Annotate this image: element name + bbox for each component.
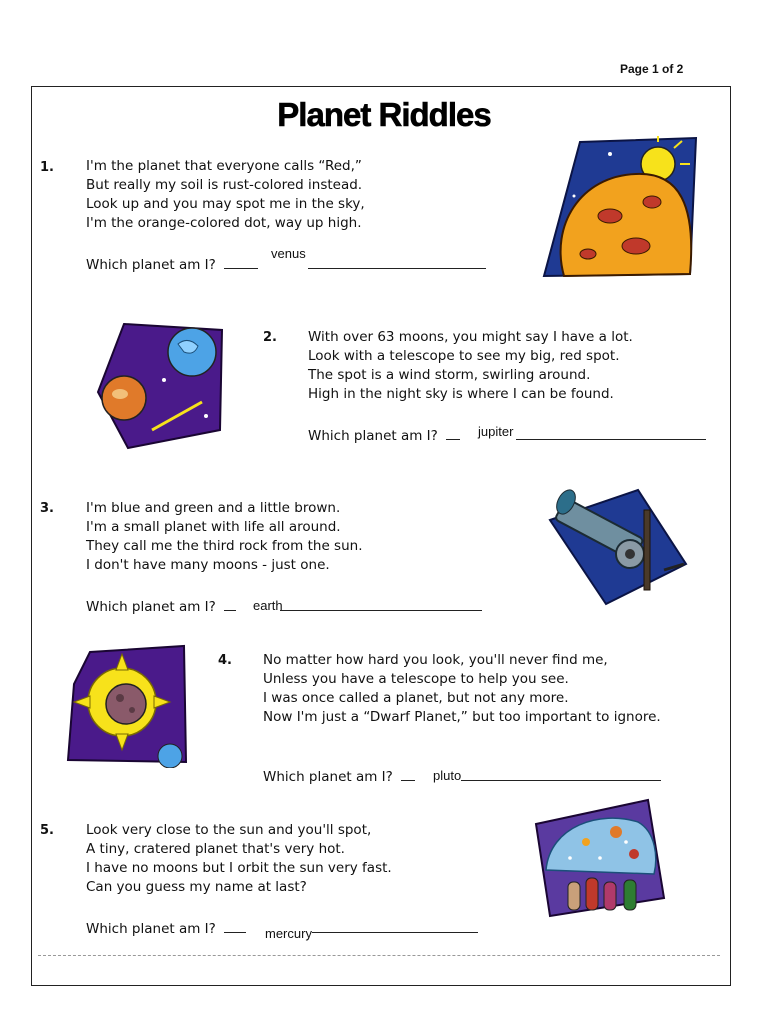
riddle-line: I'm the orange-colored dot, way up high. [86, 215, 362, 231]
riddle-line: With over 63 moons, you might say I have a lot. [308, 329, 633, 345]
riddle-line: They call me the third rock from the sun. [86, 538, 363, 554]
planets-in-space-icon [94, 320, 230, 452]
riddle-text [263, 651, 661, 727]
written-answer: venus [271, 246, 306, 261]
sun-and-planet-icon [66, 644, 190, 768]
riddle-line: Unless you have a telescope to help you see. [263, 671, 569, 687]
written-answer: mercury [265, 926, 312, 941]
riddle-line: I'm blue and green and a little brown. [86, 500, 341, 516]
riddle-line: I don't have many moons - just one. [86, 557, 330, 573]
riddle-line: A tiny, cratered planet that's very hot. [86, 841, 345, 857]
answer-blank-long[interactable] [312, 918, 478, 933]
mars-planet-icon [540, 136, 700, 278]
answer-blank-long[interactable] [516, 425, 706, 440]
riddle-line: The spot is a wind storm, swirling around. [308, 367, 591, 383]
riddle-line: But really my soil is rust-colored instead. [86, 177, 363, 193]
question-text: Which planet am I? [86, 257, 216, 273]
written-answer: jupiter [478, 424, 514, 439]
question-text: Which planet am I? [263, 769, 393, 785]
riddle-number: 4. [218, 653, 232, 668]
riddle-line: I was once called a planet, but not any more. [263, 690, 569, 706]
riddle-line: Look up and you may spot me in the sky, [86, 196, 365, 212]
riddle-line: Look with a telescope to see my big, red spot. [308, 348, 620, 364]
telescope-icon [546, 480, 691, 610]
page-number: Page 1 of 2 [620, 62, 684, 76]
answer-blank-short [446, 425, 460, 440]
question-line [263, 766, 661, 785]
riddle-line: No matter how hard you look, you'll never find me, [263, 652, 608, 668]
answer-blank-long[interactable] [280, 596, 482, 611]
answer-blank-long[interactable] [308, 254, 486, 269]
riddle-line: Look very close to the sun and you'll spot, [86, 822, 372, 838]
question-text: Which planet am I? [86, 599, 216, 615]
riddle-number: 3. [40, 501, 54, 516]
cut-line-divider [38, 955, 720, 956]
answer-blank-short [224, 254, 258, 269]
question-text: Which planet am I? [86, 921, 216, 937]
riddle-number: 2. [263, 330, 277, 345]
riddle-line: I'm the planet that everyone calls “Red,” [86, 158, 362, 174]
riddle-text [308, 328, 633, 404]
written-answer: pluto [433, 768, 462, 783]
riddle-text [86, 499, 362, 575]
planetarium-icon [530, 798, 670, 920]
answer-blank-short [224, 918, 246, 933]
written-answer: earth [253, 598, 283, 613]
answer-blank-short [401, 766, 415, 781]
riddle-line: I have no moons but I orbit the sun very fast. [86, 860, 392, 876]
riddle-line: High in the night sky is where I can be found. [308, 386, 614, 402]
riddle-line: I'm a small planet with life all around. [86, 519, 341, 535]
answer-blank-short [224, 596, 236, 611]
riddle-number: 1. [40, 160, 54, 175]
answer-blank-long[interactable] [461, 766, 661, 781]
riddle-line: Now I'm just a “Dwarf Planet,” but too important to ignore. [263, 709, 661, 725]
riddle-line: Can you guess my name at last? [86, 879, 307, 895]
riddle-text [86, 157, 365, 233]
worksheet-title: Planet Riddles [277, 96, 491, 133]
riddle-number: 5. [40, 823, 54, 838]
riddle-text [86, 821, 392, 897]
question-text: Which planet am I? [308, 428, 438, 444]
question-line [86, 596, 482, 615]
